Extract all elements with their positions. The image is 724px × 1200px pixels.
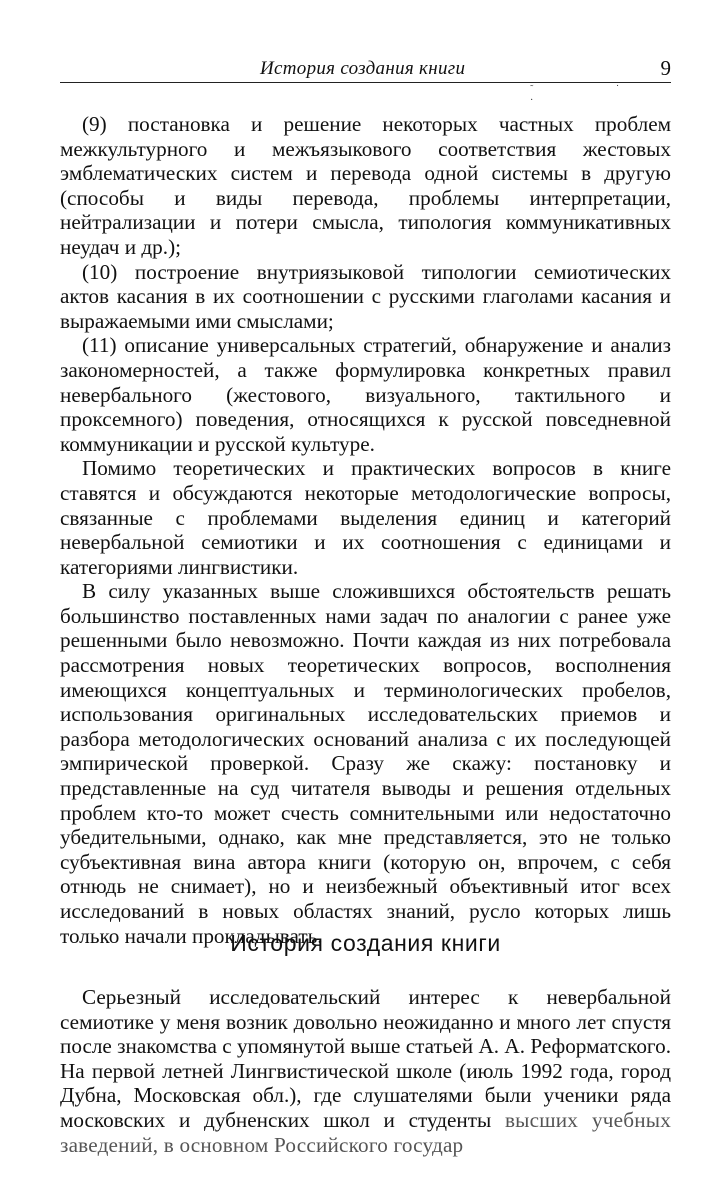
paragraph-circumstances: В силу указанных выше сложившихся обстоятельств решать большинство поставленных нами задач по аналогии с ранее уже решенными было невозможно. Почти каждая из них потребовала рассмотрения новых теоретических вопросов, восполнения имеющихся концептуальных и терминологических пробелов, использования оригинальных исследовательских приемов и разбора методологических оснований анализа с их последующей эмпирической проверкой. Сразу же скажу: постановку и представленные на суд читателя выводы и решения отдельных проблем кто-то может счесть сомнительными или недостаточно убедительными, однако, как мне представляется, это не только субъективная вина автора книги (которую он, впрочем, с себя отнюдь не снимает), но и неизбежный объективный итог всех исследований в новых областях знаний, русло которых лишь только начали прокладывать. — [60, 579, 671, 948]
section-heading: История создания книги — [230, 930, 501, 956]
paragraph-history-faded-line: высших учебных заведений, в основном Российского государ — [60, 1107, 671, 1157]
page-number: 9 — [660, 56, 671, 80]
scan-specks: ˜ ˙ · — [530, 84, 660, 106]
body-text — [60, 112, 671, 948]
paragraph-history-main: Серьезный исследовательский интерес к невербальной семиотике у меня возник довольно неожиданно и много лет спустя после знакомства с упомянутой выше статьей А. А. Реформатского. На первой летней Лингвистической школе (июль 1992 года, город Дубна, Московская обл.), где слушателями были ученики ряда московских и дубненских школ и студенты — [60, 985, 671, 1132]
paragraph-history — [60, 985, 671, 1157]
running-header — [60, 54, 671, 83]
list-item-10: (10) построение внутриязыковой типологии семиотических актов касания в их соотношении с русскими глаголами касания и выражаемыми ими смыслами; — [60, 259, 671, 333]
section-text — [60, 985, 671, 1157]
running-title: История создания книги — [260, 58, 466, 79]
book-page — [60, 0, 671, 1200]
list-item-11: (11) описание универсальных стратегий, обнаружение и анализ закономерностей, а также формулировка конкретных правил невербального (жестового, визуального, тактильного и проксемного) поведения, относящихся к русской повседневной коммуникации и русской культуре. — [60, 333, 671, 456]
paragraph-methodology: Помимо теоретических и практических вопросов в книге ставятся и обсуждаются некоторые методологические вопросы, связанные с проблемами выделения единиц и категорий невербальной семиотики и их соотношения с единицами и категориями лингвистики. — [60, 456, 671, 579]
list-item-9: (9) постановка и решение некоторых частных проблем межкультурного и межъязыкового соответствия жестовых эмблематических систем и перевода одной системы в другую (способы и виды перевода, проблемы интерпретации, нейтрализации и потери смысла, типология коммуникативных неудач и др.); — [60, 112, 671, 259]
